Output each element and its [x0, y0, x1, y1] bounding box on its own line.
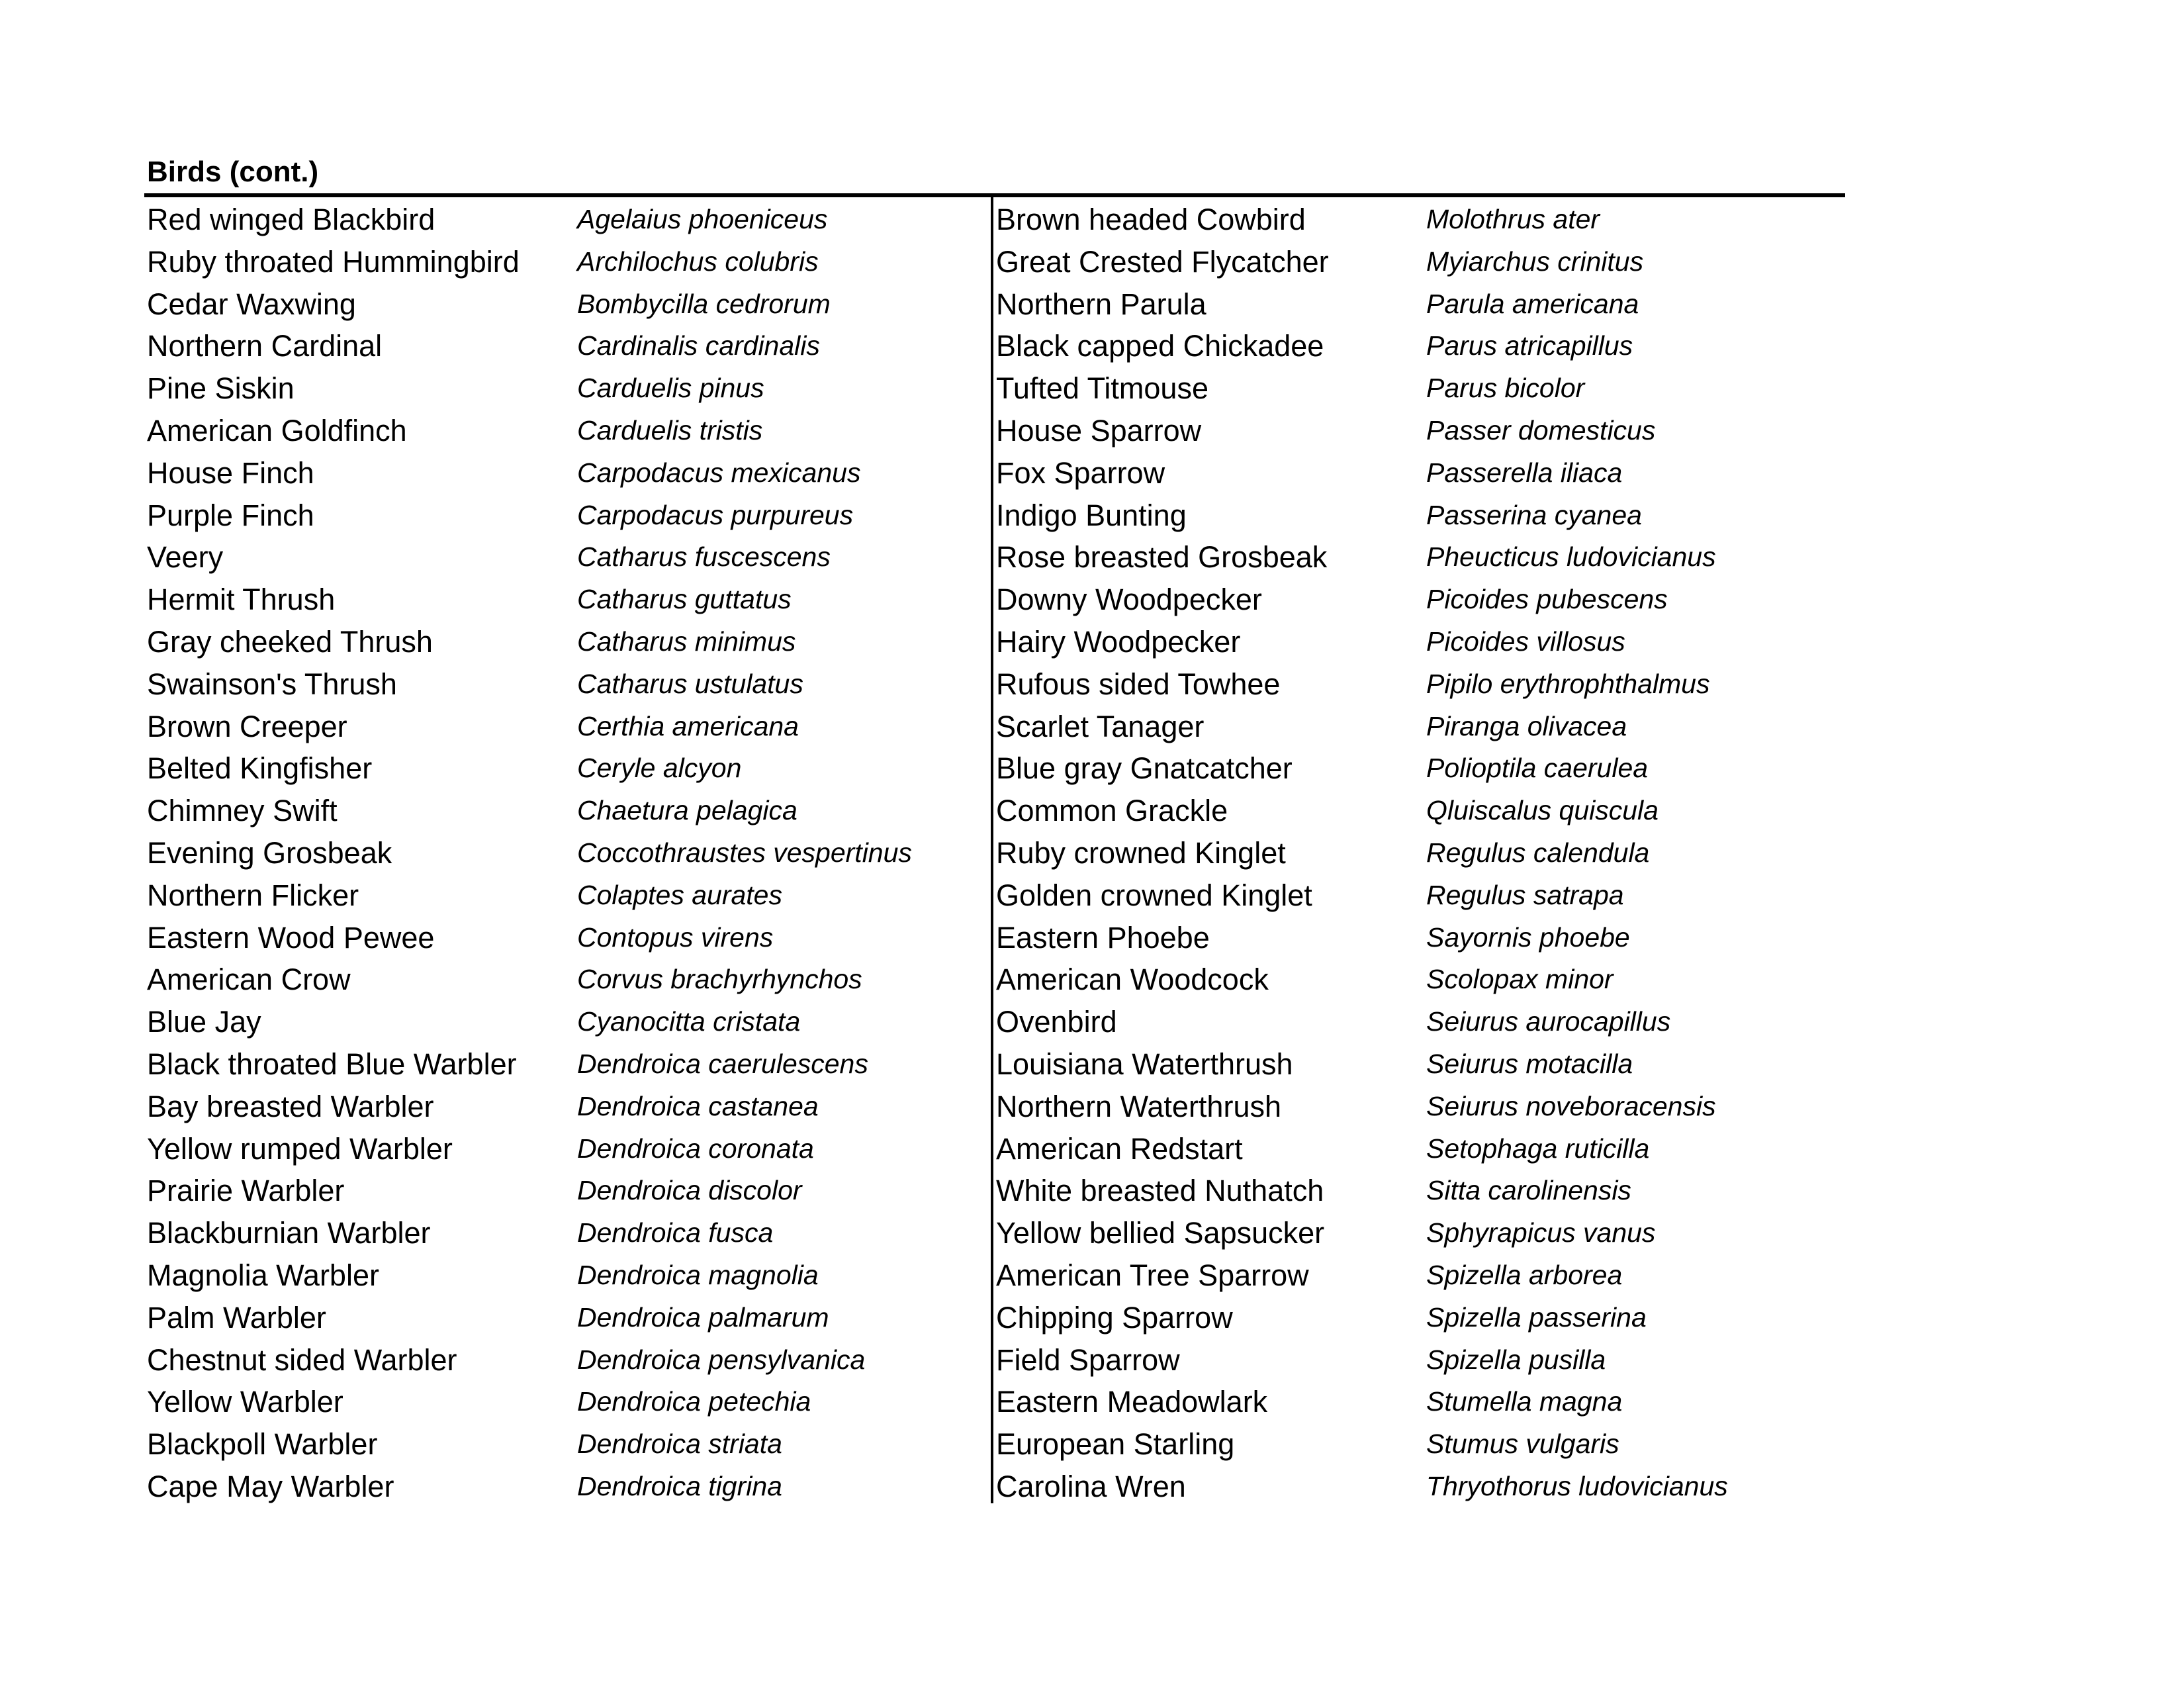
- table-row: [0, 663, 2184, 706]
- left-common-name: Belted Kingfisher: [147, 751, 373, 786]
- left-scientific-name: Coccothraustes vespertinus: [577, 837, 912, 868]
- table-row: [0, 1339, 2184, 1382]
- table-row: [0, 1423, 2184, 1466]
- left-common-name: Palm Warbler: [147, 1300, 326, 1335]
- right-scientific-name: Pheucticus ludovicianus: [1426, 541, 1716, 573]
- left-common-name: Chimney Swift: [147, 794, 338, 828]
- right-scientific-name: Seiurus aurocapillus: [1426, 1006, 1671, 1037]
- left-scientific-name: Dendroica castanea: [577, 1090, 819, 1121]
- left-scientific-name: Contopus virens: [577, 921, 774, 953]
- left-scientific-name: Dendroica magnolia: [577, 1259, 819, 1290]
- left-common-name: American Crow: [147, 962, 351, 997]
- left-common-name: Swainson's Thrush: [147, 667, 397, 701]
- right-scientific-name: Parus bicolor: [1426, 373, 1585, 404]
- table-row: [0, 747, 2184, 790]
- table-row: [0, 1212, 2184, 1254]
- left-scientific-name: Dendroica petechia: [577, 1386, 811, 1417]
- right-common-name: Rufous sided Towhee: [996, 667, 1281, 701]
- right-common-name: Eastern Meadowlark: [996, 1385, 1268, 1419]
- left-common-name: Evening Grosbeak: [147, 835, 392, 870]
- left-common-name: Ruby throated Hummingbird: [147, 244, 520, 279]
- left-scientific-name: Dendroica pensylvanica: [577, 1344, 866, 1375]
- left-common-name: Yellow Warbler: [147, 1385, 343, 1419]
- table-row: [0, 579, 2184, 621]
- right-scientific-name: Molothrus ater: [1426, 204, 1600, 234]
- right-common-name: Indigo Bunting: [996, 498, 1187, 532]
- right-common-name: Tufted Titmouse: [996, 371, 1208, 406]
- left-scientific-name: Carduelis tristis: [577, 414, 763, 445]
- right-scientific-name: Parula americana: [1426, 288, 1639, 319]
- section-title: Birds (cont.): [147, 156, 319, 188]
- left-common-name: Blackpoll Warbler: [147, 1427, 378, 1462]
- left-common-name: Eastern Wood Pewee: [147, 920, 435, 955]
- right-scientific-name: Seiurus motacilla: [1426, 1048, 1633, 1079]
- right-common-name: Golden crowned Kinglet: [996, 878, 1312, 912]
- right-common-name: Yellow bellied Sapsucker: [996, 1216, 1325, 1250]
- table-row: [0, 1086, 2184, 1128]
- left-scientific-name: Carpodacus purpureus: [577, 499, 854, 530]
- left-common-name: Northern Flicker: [147, 878, 359, 912]
- table-row: [0, 1043, 2184, 1086]
- left-common-name: Yellow rumped Warbler: [147, 1131, 453, 1166]
- right-common-name: Fox Sparrow: [996, 455, 1165, 490]
- left-scientific-name: Archilochus colubris: [577, 246, 819, 277]
- right-common-name: Louisiana Waterthrush: [996, 1047, 1293, 1081]
- right-scientific-name: Regulus calendula: [1426, 837, 1650, 868]
- left-scientific-name: Dendroica palmarum: [577, 1301, 829, 1333]
- right-common-name: American Woodcock: [996, 962, 1269, 997]
- table-row: [0, 1466, 2184, 1508]
- right-common-name: House Sparrow: [996, 413, 1202, 447]
- table-row: [0, 283, 2184, 326]
- left-scientific-name: Dendroica discolor: [577, 1175, 802, 1206]
- left-common-name: Blue Jay: [147, 1005, 261, 1039]
- right-common-name: Blue gray Gnatcatcher: [996, 751, 1293, 786]
- table-row: [0, 1297, 2184, 1339]
- left-scientific-name: Carduelis pinus: [577, 373, 764, 404]
- left-common-name: Bay breasted Warbler: [147, 1089, 434, 1123]
- right-scientific-name: Picoides pubescens: [1426, 584, 1668, 615]
- right-scientific-name: Piranga olivacea: [1426, 710, 1627, 741]
- table-row: [0, 1254, 2184, 1297]
- right-scientific-name: Polioptila caerulea: [1426, 753, 1649, 784]
- right-common-name: Black capped Chickadee: [996, 329, 1324, 363]
- right-common-name: Chipping Sparrow: [996, 1300, 1233, 1335]
- left-scientific-name: Colaptes aurates: [577, 879, 782, 910]
- left-common-name: Hermit Thrush: [147, 583, 336, 617]
- table-row: [0, 494, 2184, 537]
- right-scientific-name: Setophaga ruticilla: [1426, 1133, 1650, 1164]
- left-scientific-name: Dendroica fusca: [577, 1217, 774, 1248]
- table-row: [0, 410, 2184, 452]
- left-common-name: Red winged Blackbird: [147, 203, 435, 236]
- right-common-name: Northern Waterthrush: [996, 1089, 1281, 1123]
- left-scientific-name: Carpodacus mexicanus: [577, 457, 861, 488]
- left-common-name: House Finch: [147, 455, 314, 490]
- table-row: [0, 959, 2184, 1001]
- table-row: [0, 199, 2184, 241]
- left-scientific-name: Dendroica tigrina: [577, 1470, 782, 1501]
- right-scientific-name: Passerina cyanea: [1426, 499, 1642, 530]
- left-common-name: Prairie Warbler: [147, 1174, 345, 1208]
- left-scientific-name: Catharus ustulatus: [577, 668, 803, 699]
- right-scientific-name: Picoides villosus: [1426, 626, 1625, 657]
- right-scientific-name: Spizella passerina: [1426, 1301, 1647, 1333]
- right-common-name: American Tree Sparrow: [996, 1258, 1309, 1292]
- right-common-name: Great Crested Flycatcher: [996, 244, 1329, 279]
- right-scientific-name: Spizella arborea: [1426, 1259, 1623, 1290]
- left-common-name: Cape May Warbler: [147, 1469, 394, 1503]
- right-scientific-name: Passerella iliaca: [1426, 457, 1623, 488]
- left-common-name: American Goldfinch: [147, 413, 407, 447]
- right-scientific-name: Sayornis phoebe: [1426, 921, 1630, 953]
- right-common-name: Hairy Woodpecker: [996, 624, 1241, 659]
- left-scientific-name: Corvus brachyrhynchos: [577, 964, 862, 995]
- left-common-name: Northern Cardinal: [147, 329, 383, 363]
- right-common-name: Ruby crowned Kinglet: [996, 835, 1286, 870]
- left-scientific-name: Catharus minimus: [577, 626, 796, 657]
- table-row: [0, 790, 2184, 832]
- table-row: [0, 241, 2184, 283]
- left-common-name: Purple Finch: [147, 498, 314, 532]
- right-common-name: Northern Parula: [996, 287, 1206, 321]
- left-common-name: Black throated Blue Warbler: [147, 1047, 517, 1081]
- table-row: [0, 1001, 2184, 1043]
- right-common-name: White breasted Nuthatch: [996, 1174, 1324, 1208]
- left-scientific-name: Cardinalis cardinalis: [577, 330, 820, 361]
- right-scientific-name: Sitta carolinensis: [1426, 1175, 1631, 1206]
- table-row: [0, 621, 2184, 663]
- right-common-name: Scarlet Tanager: [996, 709, 1205, 743]
- right-common-name: Brown headed Cowbird: [996, 203, 1306, 236]
- left-scientific-name: Catharus fuscescens: [577, 541, 831, 573]
- left-scientific-name: Dendroica striata: [577, 1429, 782, 1460]
- right-scientific-name: Sphyrapicus vanus: [1426, 1217, 1656, 1248]
- right-common-name: Rose breasted Grosbeak: [996, 540, 1328, 575]
- right-common-name: Common Grackle: [996, 794, 1228, 828]
- left-scientific-name: Certhia americana: [577, 710, 799, 741]
- left-common-name: Pine Siskin: [147, 371, 295, 406]
- left-scientific-name: Ceryle alcyon: [577, 753, 742, 784]
- left-scientific-name: Dendroica coronata: [577, 1133, 814, 1164]
- left-scientific-name: Bombycilla cedrorum: [577, 288, 831, 319]
- table-row: [0, 325, 2184, 367]
- left-common-name: Chestnut sided Warbler: [147, 1342, 457, 1377]
- right-common-name: Downy Woodpecker: [996, 583, 1262, 617]
- right-scientific-name: Stumus vulgaris: [1426, 1429, 1619, 1460]
- right-scientific-name: Spizella pusilla: [1426, 1344, 1606, 1375]
- right-scientific-name: Parus atricapillus: [1426, 330, 1633, 361]
- right-scientific-name: Scolopax minor: [1426, 964, 1614, 995]
- right-common-name: Field Sparrow: [996, 1342, 1180, 1377]
- left-common-name: Magnolia Warbler: [147, 1258, 379, 1292]
- table-row: [0, 706, 2184, 748]
- right-scientific-name: Pipilo erythrophthalmus: [1426, 668, 1710, 699]
- right-scientific-name: Thryothorus ludovicianus: [1426, 1470, 1728, 1501]
- right-scientific-name: Stumella magna: [1426, 1386, 1623, 1417]
- right-common-name: Eastern Phoebe: [996, 920, 1210, 955]
- table-row: [0, 832, 2184, 874]
- right-scientific-name: Myiarchus crinitus: [1426, 246, 1644, 277]
- right-common-name: Carolina Wren: [996, 1469, 1186, 1503]
- left-common-name: Gray cheeked Thrush: [147, 624, 433, 659]
- right-common-name: American Redstart: [996, 1131, 1243, 1166]
- left-scientific-name: Cyanocitta cristata: [577, 1006, 801, 1037]
- table-row: [0, 1381, 2184, 1423]
- right-scientific-name: Regulus satrapa: [1426, 879, 1624, 910]
- right-common-name: European Starling: [996, 1427, 1235, 1462]
- table-row: [0, 874, 2184, 917]
- left-scientific-name: Catharus guttatus: [577, 584, 792, 615]
- left-scientific-name: Dendroica caerulescens: [577, 1048, 868, 1079]
- right-scientific-name: Passer domesticus: [1426, 414, 1656, 445]
- species-table: [0, 199, 2184, 1508]
- table-row: [0, 1128, 2184, 1170]
- right-scientific-name: Seiurus noveboracensis: [1426, 1090, 1716, 1121]
- title-underline: [144, 193, 1845, 197]
- table-row: [0, 1170, 2184, 1212]
- right-scientific-name: Qluiscalus quiscula: [1426, 795, 1659, 826]
- left-common-name: Brown Creeper: [147, 709, 347, 743]
- table-row: [0, 536, 2184, 579]
- left-scientific-name: Chaetura pelagica: [577, 795, 797, 826]
- right-common-name: Ovenbird: [996, 1005, 1117, 1039]
- table-row: [0, 917, 2184, 959]
- left-scientific-name: Agelaius phoeniceus: [577, 204, 828, 234]
- left-common-name: Cedar Waxwing: [147, 287, 356, 321]
- left-common-name: Veery: [147, 540, 224, 575]
- table-row: [0, 452, 2184, 494]
- table-row: [0, 367, 2184, 410]
- left-common-name: Blackburnian Warbler: [147, 1216, 431, 1250]
